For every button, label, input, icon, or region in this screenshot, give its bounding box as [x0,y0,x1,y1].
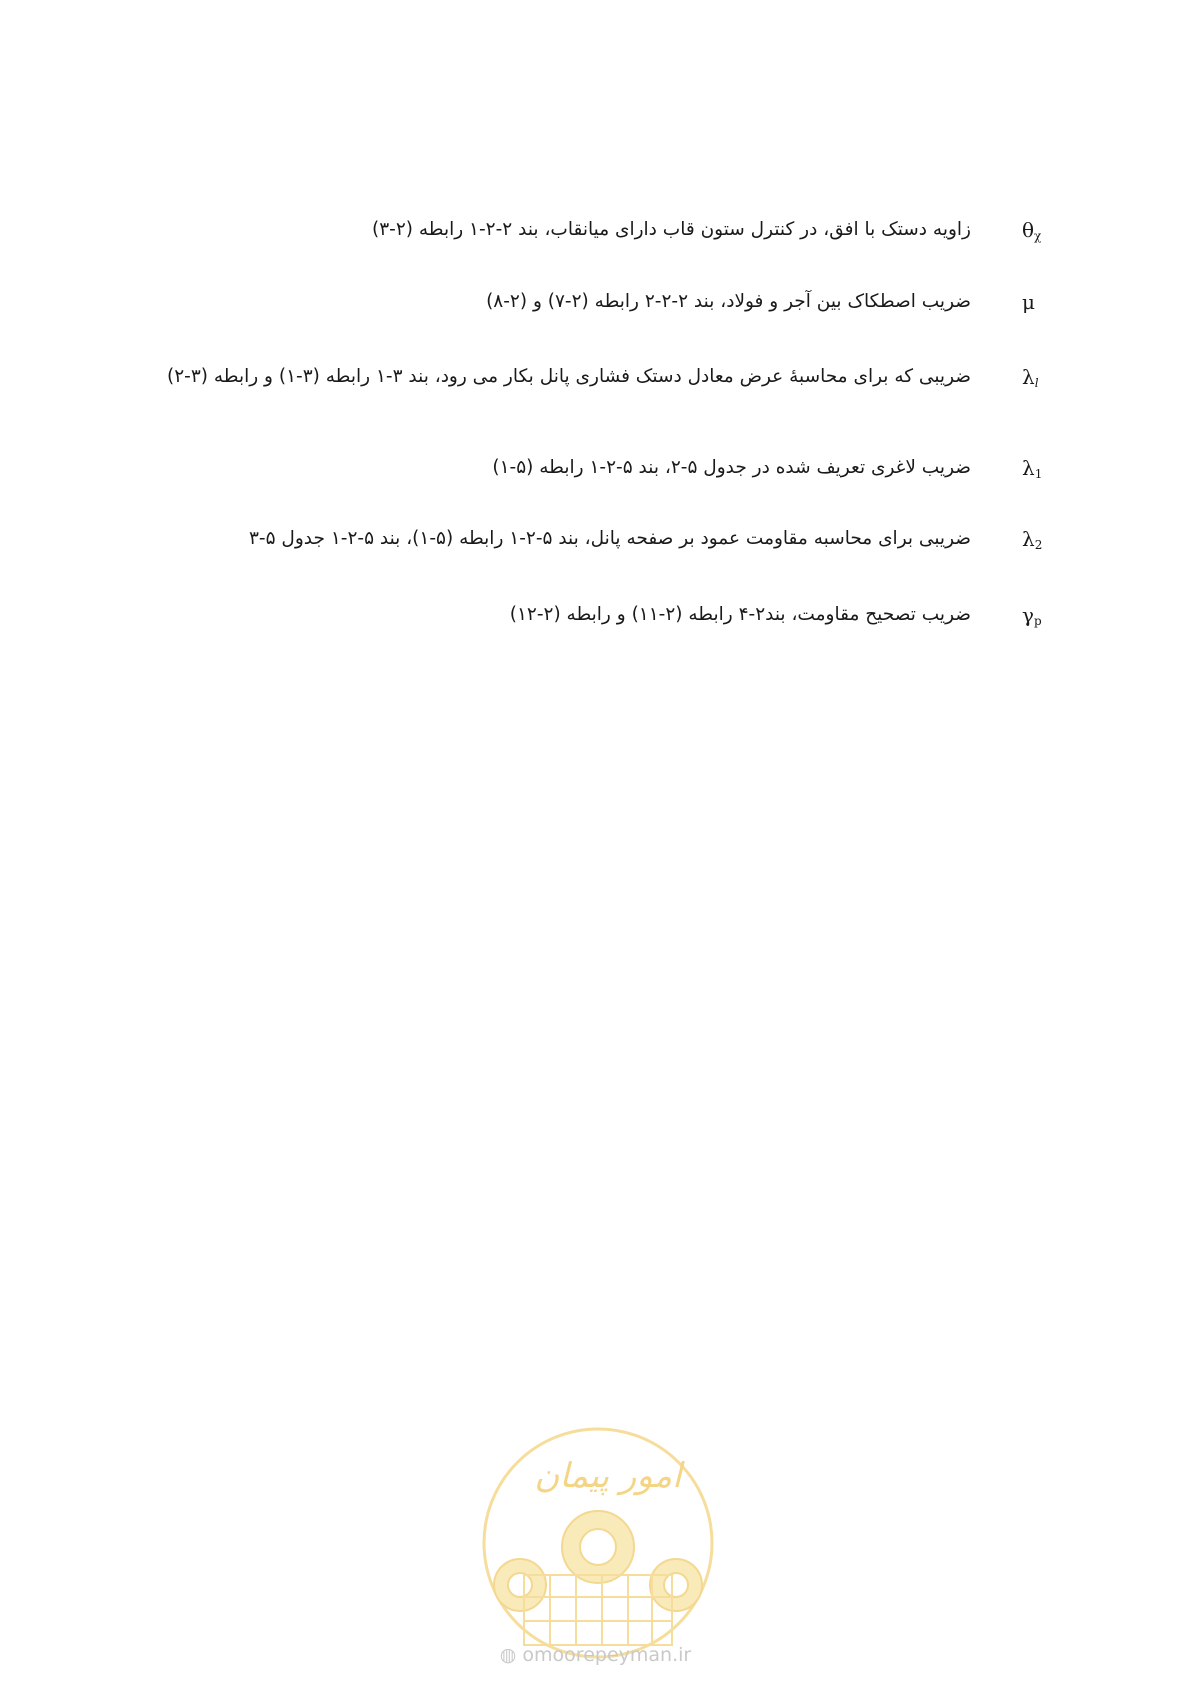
globe-icon: ◍ [499,1644,517,1666]
symbol-description: ضریبی برای محاسبه مقاومت عمود بر صفحه پانل، بند ۵-۲-۱ رابطه (۵-۱)، بند ۵-۲-۱ جدول ۵-۳ [248,528,971,549]
symbol-row [0,210,1191,250]
symbol-row [0,282,1191,322]
symbol: $\gamma_p$ [1022,603,1042,628]
symbol-description: ضریبی که برای محاسبهٔ عرض معادل دستک فشاری پانل بکار می رود، بند ۳-۱ رابطه (۳-۱) و رابطه (۳-۲) [166,366,971,387]
symbol-description: زاویه دستک با افق، در کنترل ستون قاب دارای میانقاب، بند ۲-۲-۱ رابطه (۲-۳) [371,219,971,240]
symbol: $\lambda_l$ [1022,365,1039,390]
logo-text: امور پیمان [534,1456,682,1496]
watermark-logo [480,1425,716,1661]
symbol-row [0,448,1191,488]
symbol: $\lambda_1$ [1022,456,1043,481]
symbol-description: ضریب تصحیح مقاومت، بند۲-۴ رابطه (۲-۱۱) و رابطه (۲-۱۲) [509,604,971,625]
symbol: $\theta_\chi$ [1022,218,1042,243]
symbol-row [0,519,1191,559]
symbol-description: ضریب اصطکاک بین آجر و فولاد، بند ۲-۲-۲ رابطه (۲-۷) و (۲-۸) [486,291,971,312]
symbol: $\lambda_2$ [1022,527,1043,552]
symbol-row [0,357,1191,397]
website-text: omoorepeyman.ir [522,1644,692,1666]
symbol-row [0,595,1191,635]
symbol: μ [1022,290,1035,314]
watermark-website [0,1644,1191,1666]
symbol-description: ضریب لاغری تعریف شده در جدول ۵-۲، بند ۵-۲-۱ رابطه (۵-۱) [492,457,971,478]
